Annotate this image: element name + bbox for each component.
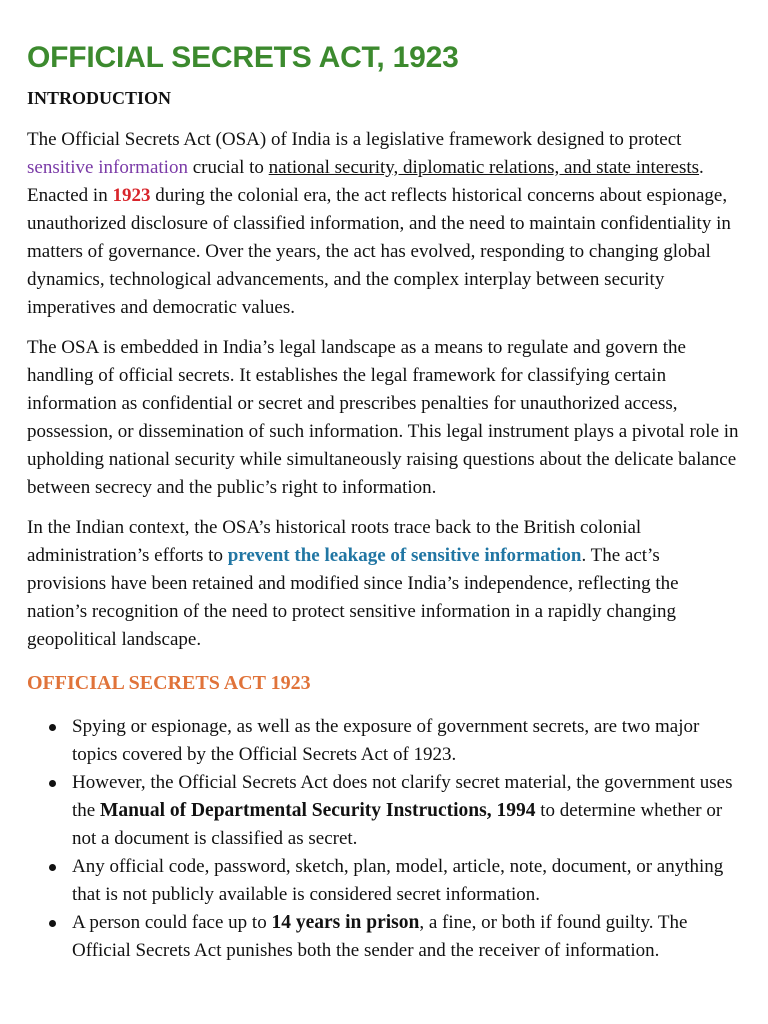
list-item — [72, 909, 743, 965]
bold-manual-security-instructions: Manual of Departmental Security Instructions, 1994 — [99, 800, 536, 821]
highlight-sensitive-information: sensitive information — [27, 157, 188, 178]
highlight-prevent-leakage: prevent the leakage of sensitive information — [227, 545, 582, 566]
bullet-4-text-2: , a fine, or both if found guilty. The Official Secrets Act punishes both the sender and the receiver of information. — [72, 912, 688, 961]
bullet-2-text-1: However, the Official Secrets Act does not clarify secret material, the government uses the — [72, 772, 733, 821]
list-item — [72, 769, 743, 853]
bold-14-years-prison: 14 years in prison — [271, 912, 420, 933]
p3-text-1: In the Indian context, the OSA’s historical roots trace back to the British colonial administration’s efforts to — [27, 517, 642, 566]
list-item — [72, 713, 743, 769]
paragraph-legal-landscape: The OSA is embedded in India’s legal landscape as a means to regulate and govern the handling of official secrets. It establishes the legal framework for classifying certain information as confidential or secret and prescribes penalties for unauthorized access, possession, or dissemination of such information. This legal instrument plays a pivotal role in upholding national security while simultaneously raising questions about the delicate balance between secrecy and the public’s right to information. — [27, 337, 739, 498]
highlight-year-1923: 1923 — [112, 185, 151, 206]
bullet-3-text: Any official code, password, sketch, plan, model, article, note, document, or anything that is not publicly available is considered secret information. — [72, 856, 724, 905]
bullet-4-text-1: A person could face up to — [72, 912, 272, 933]
p1-text-1: The Official Secrets Act (OSA) of India is a legislative framework designed to protect — [27, 129, 682, 150]
section-heading-osa-1923: OFFICIAL SECRETS ACT 1923 — [27, 672, 311, 694]
bullet-1-text: Spying or espionage, as well as the exposure of government secrets, are two major topics covered by the Official Secrets Act of 1923. — [72, 716, 700, 765]
document-title: OFFICIAL SECRETS ACT, 1923 — [27, 41, 459, 74]
introduction-heading: INTRODUCTION — [27, 88, 172, 108]
bullet-2-text-2: to determine whether or not a document is classified as secret. — [72, 800, 723, 849]
p1-text-3: . Enacted in — [27, 157, 704, 206]
underlined-national-security: national security, diplomatic relations, and state interests — [268, 157, 700, 178]
list-item — [72, 853, 743, 909]
p3-text-2: . The act’s provisions have been retained and modified since India’s independence, reflecting the nation’s recognition of the need to protect sensitive information in a rapidly changing geopolitical landscape. — [27, 545, 679, 650]
bullet-list — [27, 713, 743, 965]
paragraph-indian-context — [27, 514, 743, 654]
p1-text-2: crucial to — [187, 157, 269, 178]
paragraph-introduction — [27, 126, 743, 322]
p1-text-4: during the colonial era, the act reflects historical concerns about espionage, unauthorized disclosure of classified information, and the need to maintain confidentiality in matters of governance. Over the years, the act has evolved, responding to changing global dynamics, technological advancements, and the complex interplay between security imperatives and democratic values. — [27, 185, 731, 318]
